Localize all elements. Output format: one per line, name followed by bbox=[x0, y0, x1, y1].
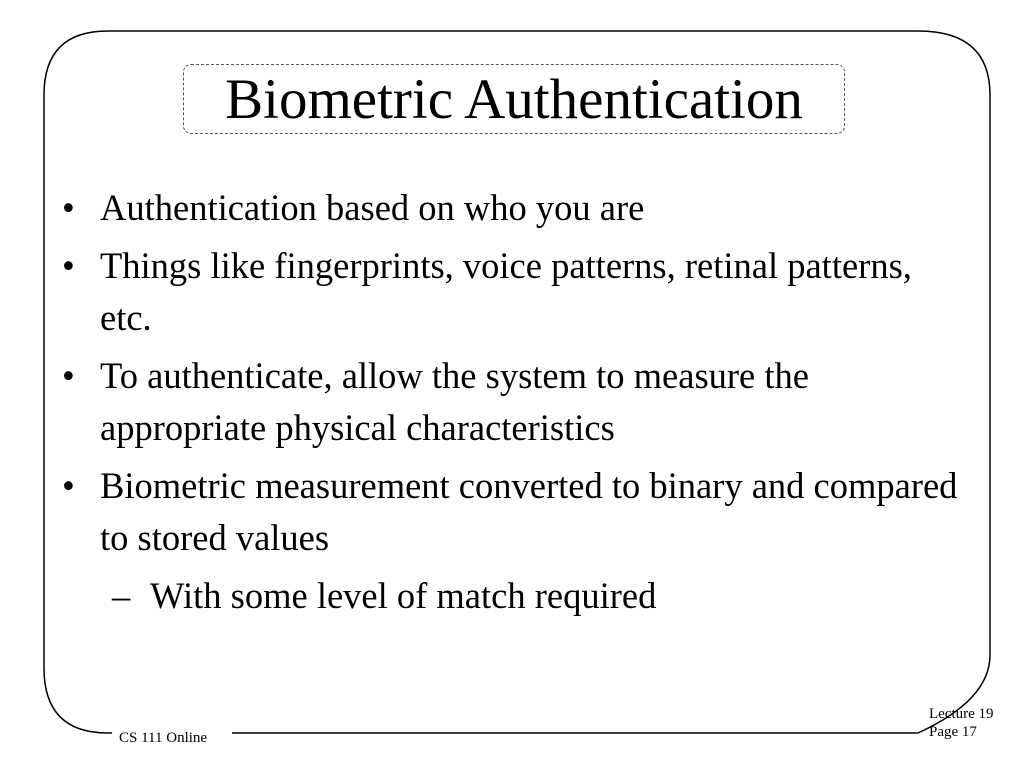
footer-lecture-page bbox=[929, 705, 994, 741]
bullet-text: Biometric measurement converted to binary and compared to stored values bbox=[100, 465, 958, 558]
bullet-dot-icon: • bbox=[62, 245, 75, 286]
slide-title: Biometric Authentication bbox=[225, 68, 803, 131]
sub-bullet-text: With some level of match required bbox=[150, 575, 657, 616]
footer-course: CS 111 Online bbox=[119, 730, 208, 746]
title-box bbox=[183, 64, 845, 134]
bullet-item bbox=[62, 350, 972, 454]
dash-icon: – bbox=[112, 575, 131, 616]
footer-page: Page 17 bbox=[929, 724, 977, 740]
bullet-text: To authenticate, allow the system to measure the appropriate physical characteristics bbox=[100, 355, 809, 448]
bullet-dot-icon: • bbox=[62, 355, 75, 396]
bullet-item bbox=[62, 240, 972, 344]
footer-lecture: Lecture 19 bbox=[929, 706, 994, 722]
sub-bullet-item bbox=[62, 570, 972, 622]
bullet-text: Things like fingerprints, voice patterns, retinal patterns, etc. bbox=[100, 245, 912, 338]
bullet-dot-icon: • bbox=[62, 465, 75, 506]
bullet-item bbox=[62, 460, 972, 564]
bullet-text: Authentication based on who you are bbox=[100, 187, 645, 228]
bullet-list bbox=[62, 182, 972, 622]
bullet-item bbox=[62, 182, 972, 234]
bullet-dot-icon: • bbox=[62, 187, 75, 228]
